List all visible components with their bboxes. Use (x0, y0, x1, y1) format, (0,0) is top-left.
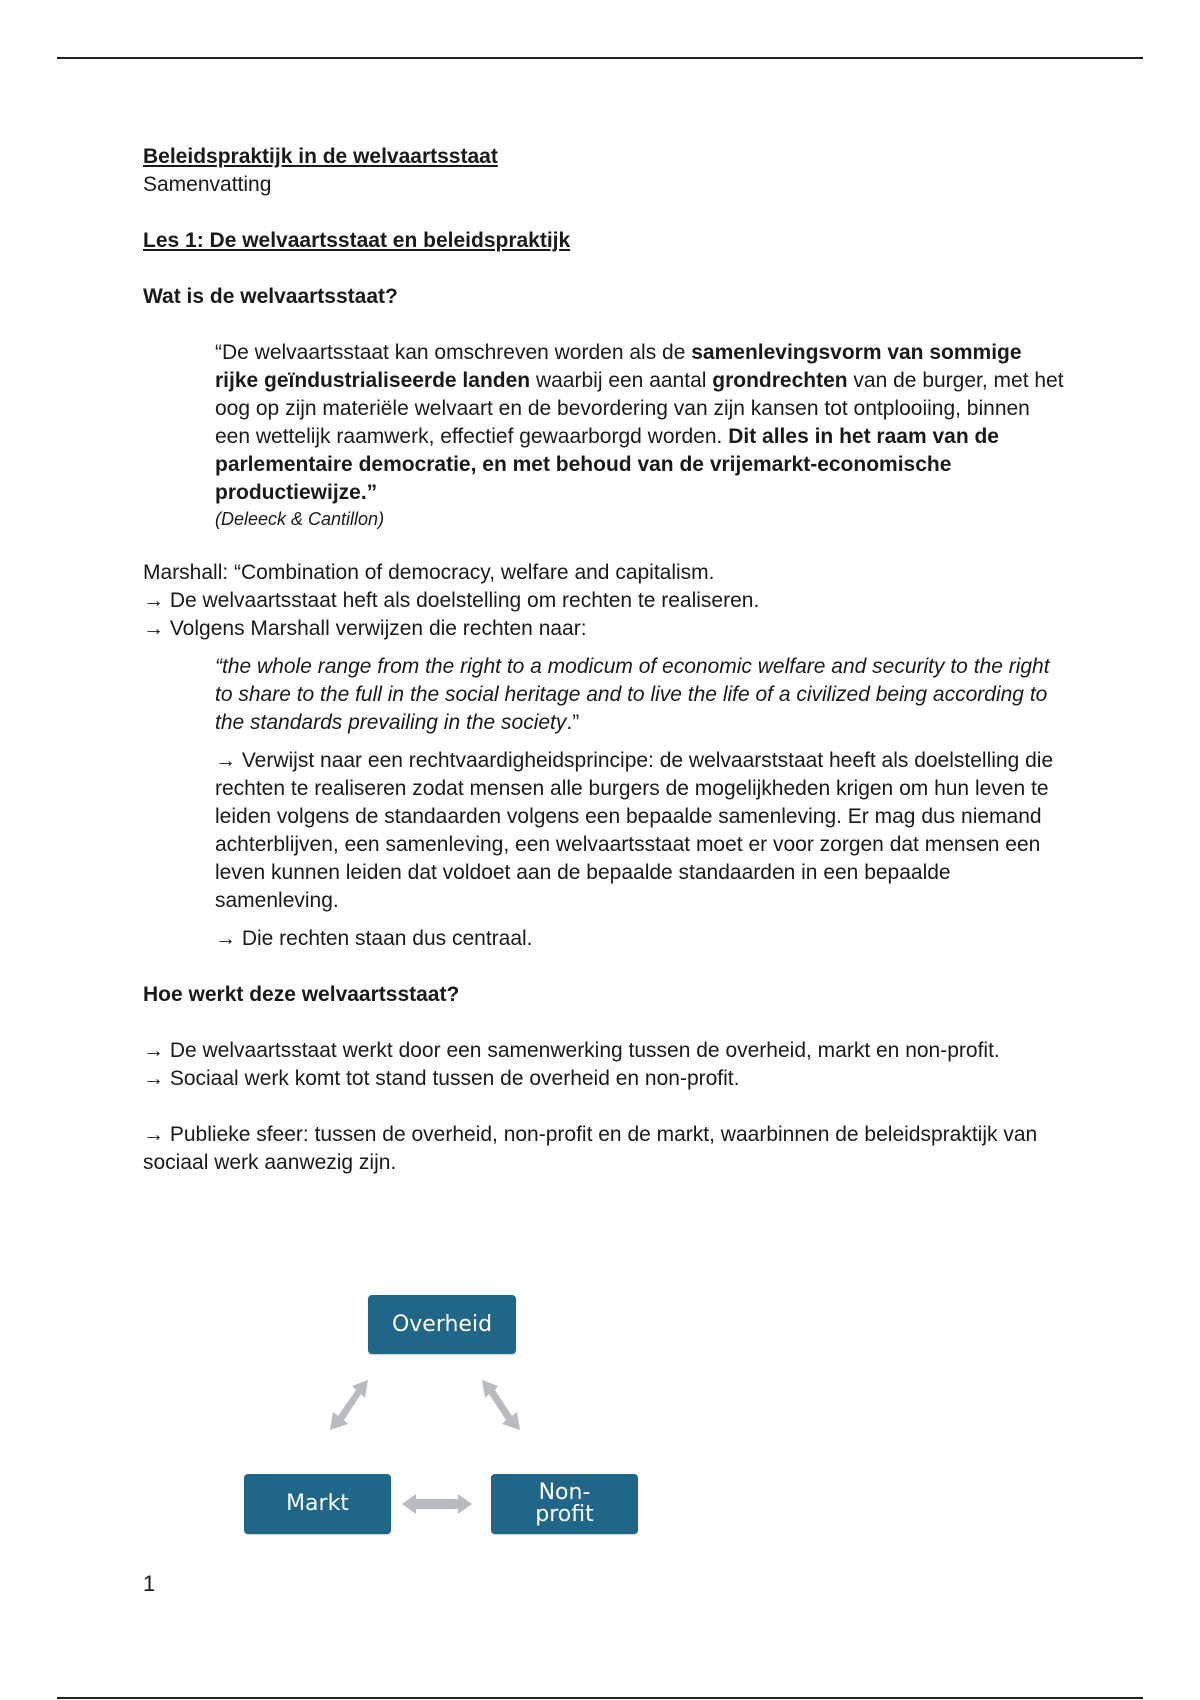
welfare-triangle-diagram (240, 1290, 660, 1540)
arrow-overheid-markt (330, 1380, 368, 1430)
marshall-line: Marshall: “Combination of democracy, welfare and capitalism. (143, 561, 715, 584)
arrow-line-doelstelling: → De welvaartsstaat heft als doelstelling om rechten te realiseren. (143, 589, 760, 612)
marshall-quote: “the whole range from the right to a modicum of economic welfare and security to the right to share to the full in the social heritage and to live the life of a civilized being according to the standards prevailing in the society.” (215, 655, 1050, 734)
arrow-markt-nonprofit (402, 1494, 472, 1514)
how-line-publieke-sfeer: → Publieke sfeer: tussen de overheid, non-profit en de markt, waarbinnen de beleidspraktijk van sociaal werk aanwezig zijn. (143, 1123, 1038, 1174)
explanation-paragraph: → Verwijst naar een rechtvaardigheidsprincipe: de welvaarststaat heeft als doelstelling die rechten te realiseren zodat mensen alle burgers de mogelijkheden krigen om hun leven te leiden volgens de standaarden volgens een bepaalde samenleving. Er mag dus niemand achterblijven, een samenleving, een welvaartsstaat moet er voor zorgen dat mensen een leven kunnen leiden dat voldoet aan de bepaalde standaarden in een bepaalde samenleving. (215, 749, 1054, 912)
explanation-conclusion: → Die rechten staan dus centraal. (215, 927, 533, 950)
footer-rule (57, 1697, 1143, 1699)
header-rule (57, 57, 1143, 59)
lesson-heading: Les 1: De welvaartsstaat en beleidspraktijk (143, 229, 571, 252)
document-subtitle: Samenvatting (143, 173, 272, 196)
explanation-block (215, 747, 1065, 953)
quote-citation: (Deleeck & Cantillon) (215, 509, 385, 529)
overheid-box: Overheid (368, 1295, 516, 1354)
document-title: Beleidspraktijk in de welvaartsstaat (143, 145, 498, 168)
nonprofit-box: Non- profit (491, 1474, 638, 1534)
arrow-overheid-nonprofit (482, 1380, 520, 1430)
how-line-sociaal-werk: → Sociaal werk komt tot stand tussen de overheid en non-profit. (143, 1067, 740, 1090)
arrow-line-rechten: → Volgens Marshall verwijzen die rechten naar: (143, 617, 587, 640)
document-body (143, 143, 1063, 1177)
definition-quote: “De welvaartsstaat kan omschreven worden als de samenlevingsvorm van sommige rijke geïndustrialiseerde landen waarbij een aantal grondrechten van de burger, met het oog op zijn materiële welvaart en de bevordering van zijn kansen tot ontplooiing, binnen een wettelijk raamwerk, effectief gewaarborgd worden. Dit alles in het raam van de parlementaire democratie, en met behoud van de vrijemarkt-economische productiewijze.” (Deleeck & Cantillon) (215, 341, 1064, 529)
page-number: 1 (143, 1571, 156, 1596)
how-line-samenwerking: → De welvaartsstaat werkt door een samenwerking tussen de overheid, markt en non-profit. (143, 1039, 1000, 1062)
section-heading-hoe: Hoe werkt deze welvaartsstaat? (143, 983, 460, 1006)
section-heading-wat: Wat is de welvaartsstaat? (143, 285, 398, 308)
markt-box: Markt (244, 1474, 391, 1534)
